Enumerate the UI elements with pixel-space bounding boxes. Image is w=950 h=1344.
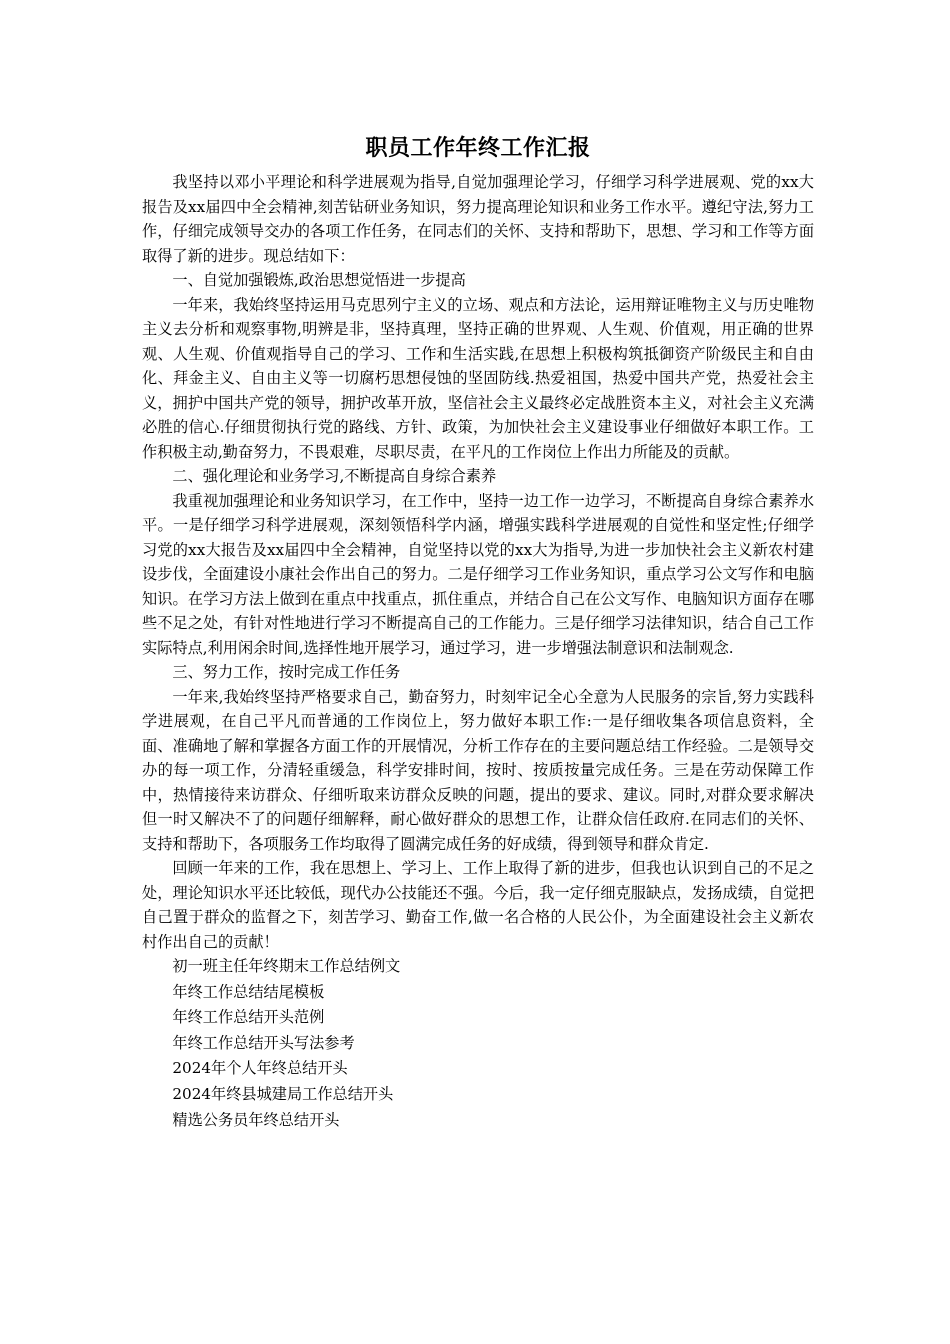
related-link[interactable]: 2024年终县城建局工作总结开头 [172, 1084, 394, 1103]
document-body [142, 170, 814, 954]
section-paragraph-3: 一年来,我始终坚持严格要求自己，勤奋努力，时刻牢记全心全意为人民服务的宗旨,努力实践科学进展观，在自己平凡而普通的工作岗位上，努力做好本职工作:一是仔细收集各项信息资料，全面、准确地了解和掌握各方面工作的开展情况，分析工作存在的主要问题总结工作经验。二是领导交办的每一项工作，分清轻重缓急，科学安排时间，按时、按质按量完成任务。三是在劳动保障工作中，热情接待来访群众、仔细听取来访群众反映的问题，提出的要求、建议。同时,对群众要求解决但一时又解决不了的问题仔细解释，耐心做好群众的思想工作，让群众信任政府.在同志们的关怀、支持和帮助下，各项服务工作均取得了圆满完成任务的好成绩，得到领导和群众肯定. [142, 687, 814, 853]
document-title: 职员工作年终工作汇报 [365, 136, 591, 161]
related-link[interactable]: 年终工作总结开头写法参考 [172, 1033, 355, 1052]
related-link[interactable]: 精选公务员年终总结开头 [172, 1110, 340, 1129]
intro-paragraph: 我坚持以邓小平理论和科学进展观为指导,自觉加强理论学习，仔细学习科学进展观、党的xx大报告及xx届四中全会精神,刻苦钻研业务知识，努力提高理论知识和业务工作水平。遵纪守法,努力工作，仔细完成领导交办的各项工作任务，在同志们的关怀、支持和帮助下，思想、学习和工作等方面取得了新的进步。现总结如下： [142, 173, 814, 265]
document-page [142, 132, 814, 1133]
section-heading-2: 二、强化理论和业务学习,不断提高自身综合素养 [172, 467, 497, 485]
related-link[interactable]: 初一班主任年终期末工作总结例文 [172, 957, 401, 975]
section-paragraph-1: 一年来，我始终坚持运用马克思列宁主义的立场、观点和方法论，运用辩证唯物主义与历史唯物主义去分析和观察事物,明辨是非，坚持真理，坚持正确的世界观、人生观、价值观，用正确的世界观、人生观、价值观指导自己的学习、工作和生活实践,在思想上积极构筑抵御资产阶级民主和自由化、拜金主义、自由主义等一切腐朽思想侵蚀的坚固防线.热爱祖国，热爱中国共产党，热爱社会主义，拥护中国共产党的领导，拥护改革开放，坚信社会主义最终必定战胜资本主义，对社会主义充满必胜的信心.仔细贯彻执行党的路线、方针、政策，为加快社会主义建设事业仔细做好本职工作。工作积极主动,勤奋努力，不畏艰难，尽职尽责，在平凡的工作岗位上作出力所能及的贡献。 [142, 295, 814, 461]
related-link[interactable]: 年终工作总结开头范例 [172, 1008, 325, 1027]
conclusion-paragraph: 回顾一年来的工作，我在思想上、学习上、工作上取得了新的进步，但我也认识到自己的不足之处，理论知识水平还比较低，现代办公技能还不强。今后，我一定仔细克服缺点，发扬成绩，自觉把自己置于群众的监督之下，刻苦学习、勤奋工作,做一名合格的人民公仆，为全面建设社会主义新农村作出自己的贡献！ [142, 859, 814, 951]
section-heading-1: 一、自觉加强锻炼,政治思想觉悟进一步提高 [172, 271, 466, 289]
related-links-list [142, 954, 814, 1133]
section-heading-3: 三、努力工作，按时完成工作任务 [172, 663, 401, 681]
related-link[interactable]: 年终工作总结结尾模板 [172, 982, 325, 1001]
section-paragraph-2: 我重视加强理论和业务知识学习，在工作中，坚持一边工作一边学习，不断提高自身综合素养水平。一是仔细学习科学进展观，深刻领悟科学内涵，增强实践科学进展观的自觉性和坚定性;仔细学习党的xx大报告及xx届四中全会精神，自觉坚持以党的xx大为指导,为进一步加快社会主义新农村建设步伐，全面建设小康社会作出自己的努力。二是仔细学习工作业务知识，重点学习公文写作和电脑知识。在学习方法上做到在重点中找重点，抓住重点，并结合自己在公文写作、电脑知识方面存在哪些不足之处，有针对性地进行学习不断提高自己的工作能力。三是仔细学习法律知识，结合自己工作实际特点,利用闲余时间,选择性地开展学习，通过学习，进一步增强法制意识和法制观念. [142, 491, 814, 657]
related-link[interactable]: 2024年个人年终总结开头 [172, 1059, 348, 1078]
